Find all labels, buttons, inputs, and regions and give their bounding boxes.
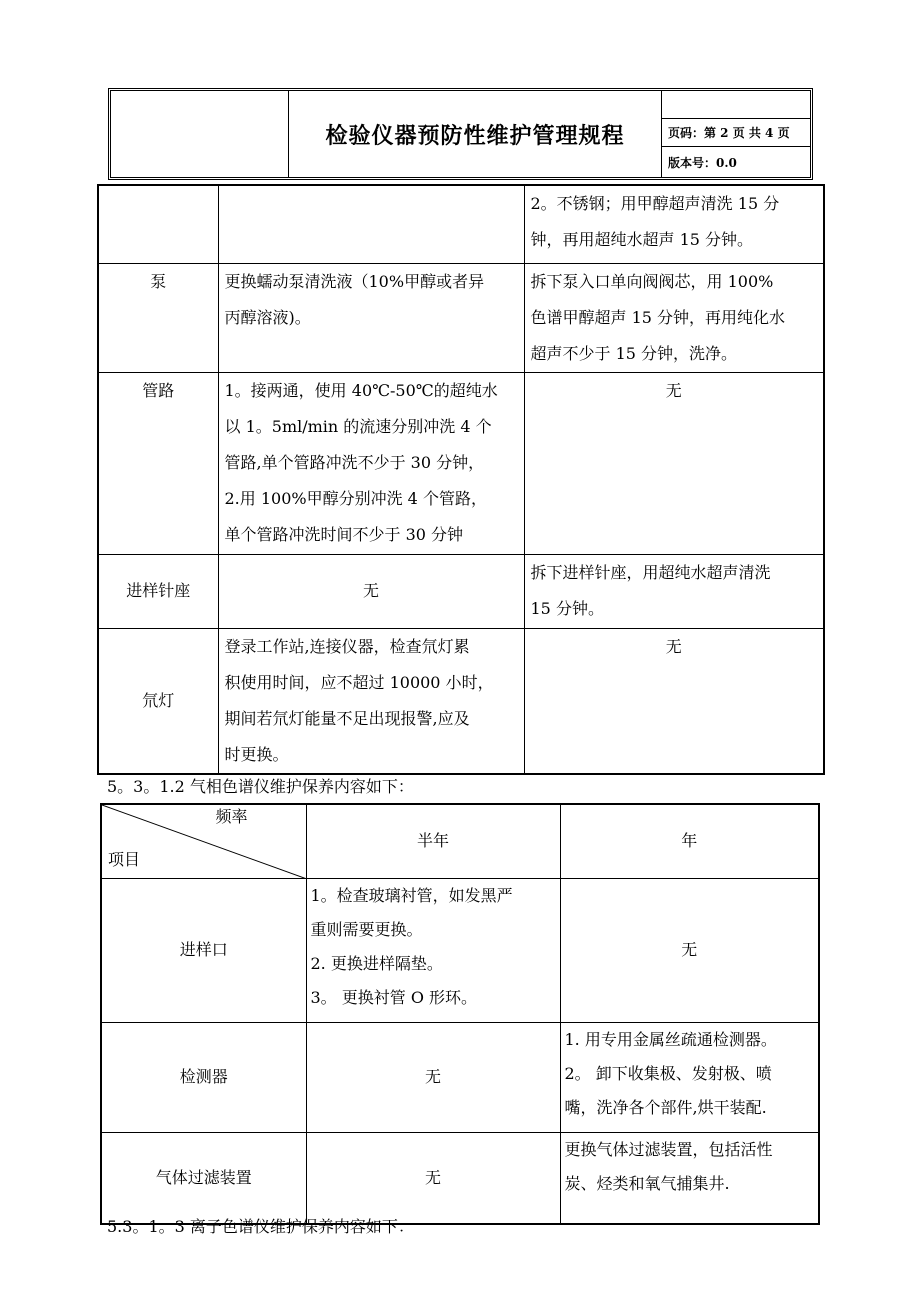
year-cell <box>560 1132 819 1224</box>
table-row <box>98 263 824 372</box>
diagonal-header-cell <box>101 804 306 878</box>
item-cell: 泵 <box>98 263 218 372</box>
gc-maintenance-table <box>100 803 820 1225</box>
cell-line: 2. 更换进样隔垫。 <box>310 953 443 973</box>
half-year-cell <box>306 878 560 1022</box>
year-cell <box>560 1022 819 1132</box>
item-cell <box>98 185 218 263</box>
cell-line: 2.用 100%甲醇分别冲洗 4 个管路， <box>224 488 487 508</box>
half-year-cell <box>306 1022 560 1132</box>
lc-table-body <box>98 185 824 774</box>
cell-line: 拆下进样针座，用超纯水超声清洗 <box>530 562 771 582</box>
table-row <box>101 1022 819 1132</box>
table-row <box>98 628 824 774</box>
method-cell <box>218 263 524 372</box>
cell-line: 积使用时间，应不超过 10000 小时， <box>224 672 494 692</box>
item-cell: 进样针座 <box>98 554 218 628</box>
item-cell: 管路 <box>98 372 218 554</box>
cell-line: 无 <box>681 940 698 959</box>
method-cell <box>218 554 524 628</box>
header-frequency: 频率 <box>215 807 248 826</box>
cell-line: 无 <box>424 1167 441 1187</box>
table-row <box>101 878 819 1022</box>
table-row <box>98 372 824 554</box>
cell-line: 拆下泵入口单向阀阀芯，用 100% <box>530 271 774 291</box>
item-cell: 氘灯 <box>98 628 218 774</box>
method-cell <box>524 628 824 774</box>
item-cell: 进样口 <box>101 878 306 1022</box>
cell-line: 2。不锈钢；用甲醇超声清洗 15 分 <box>530 194 780 213</box>
document-title: 检验仪器预防性维护管理规程 <box>325 123 625 149</box>
method-cell <box>218 372 524 554</box>
cell-line: 1。接两通，使用 40℃-50℃的超纯水 <box>224 380 498 400</box>
cell-line: 钟，再用超纯水超声 15 分钟。 <box>530 230 754 249</box>
cell-line: 丙醇溶液)。 <box>224 307 311 327</box>
table-row <box>101 1132 819 1224</box>
item-cell: 检测器 <box>101 1022 306 1132</box>
item-cell: 气体过滤装置 <box>101 1132 306 1224</box>
header-item: 项目 <box>108 849 141 869</box>
cell-line: 重则需要更换。 <box>310 919 423 939</box>
method-cell <box>524 185 824 263</box>
cell-line: 期间若氘灯能量不足出现报警,应及 <box>224 708 470 728</box>
cell-line: 色谱甲醇超声 15 分钟，再用纯化水 <box>530 307 786 327</box>
header-meta <box>661 91 810 177</box>
cell-line: 15 分钟。 <box>530 598 604 618</box>
logo-cell <box>111 91 289 177</box>
cell-line: 更换蠕动泵清洗液（10%甲醇或者异 <box>224 271 485 291</box>
section-heading-ic: 5.3。1。3 离子色谱仪维护保养内容如下： <box>107 1217 414 1236</box>
cell-line: 无 <box>665 380 682 400</box>
cell-line: 1。检查玻璃衬管，如发黑严 <box>310 885 513 905</box>
cell-line: 管路,单个管路冲洗不少于 30 分钟， <box>224 452 485 472</box>
lc-maintenance-table <box>97 184 825 775</box>
cell-line: 以 1。5ml/min 的流速分别冲洗 4 个 <box>224 416 492 436</box>
cell-line: 时更换。 <box>224 744 289 764</box>
gc-table-body <box>101 878 819 1224</box>
cell-line: 更换气体过滤装置，包括活性 <box>564 1139 773 1159</box>
version-number: 版本号：0.0 <box>668 155 737 170</box>
half-year-cell <box>306 1132 560 1224</box>
table-header-row <box>101 804 819 878</box>
method-cell <box>218 628 524 774</box>
document-header <box>108 88 813 180</box>
cell-line: 登录工作站,连接仪器，检查氘灯累 <box>224 636 470 656</box>
cell-line: 无 <box>362 581 379 600</box>
cell-line: 炭、烃类和氧气捕集井. <box>564 1173 730 1193</box>
cell-line: 嘴，洗净各个部件,烘干装配. <box>564 1097 767 1117</box>
method-cell <box>524 263 824 372</box>
cell-line: 1. 用专用金属丝疏通检测器。 <box>564 1029 777 1049</box>
cell-line: 3。 更换衬管 O 形环。 <box>310 987 478 1007</box>
header-half-year: 半年 <box>306 804 560 878</box>
table-row <box>98 185 824 263</box>
cell-line: 2。 卸下收集极、发射极、喷 <box>564 1063 772 1083</box>
method-cell <box>524 372 824 554</box>
method-cell <box>524 554 824 628</box>
cell-line: 单个管路冲洗时间不少于 30 分钟 <box>224 524 464 544</box>
cell-line: 无 <box>665 636 682 656</box>
cell-line: 超声不少于 15 分钟，洗净。 <box>530 343 738 363</box>
method-cell <box>218 185 524 263</box>
header-year: 年 <box>560 804 819 878</box>
table-row <box>98 554 824 628</box>
section-heading-gc: 5。3。1.2 气相色谱仪维护保养内容如下： <box>107 777 414 796</box>
year-cell <box>560 878 819 1022</box>
page-number: 页码：第 2 页 共 4 页 <box>662 119 810 147</box>
cell-line: 无 <box>424 1067 441 1086</box>
header-meta-empty <box>662 91 810 119</box>
